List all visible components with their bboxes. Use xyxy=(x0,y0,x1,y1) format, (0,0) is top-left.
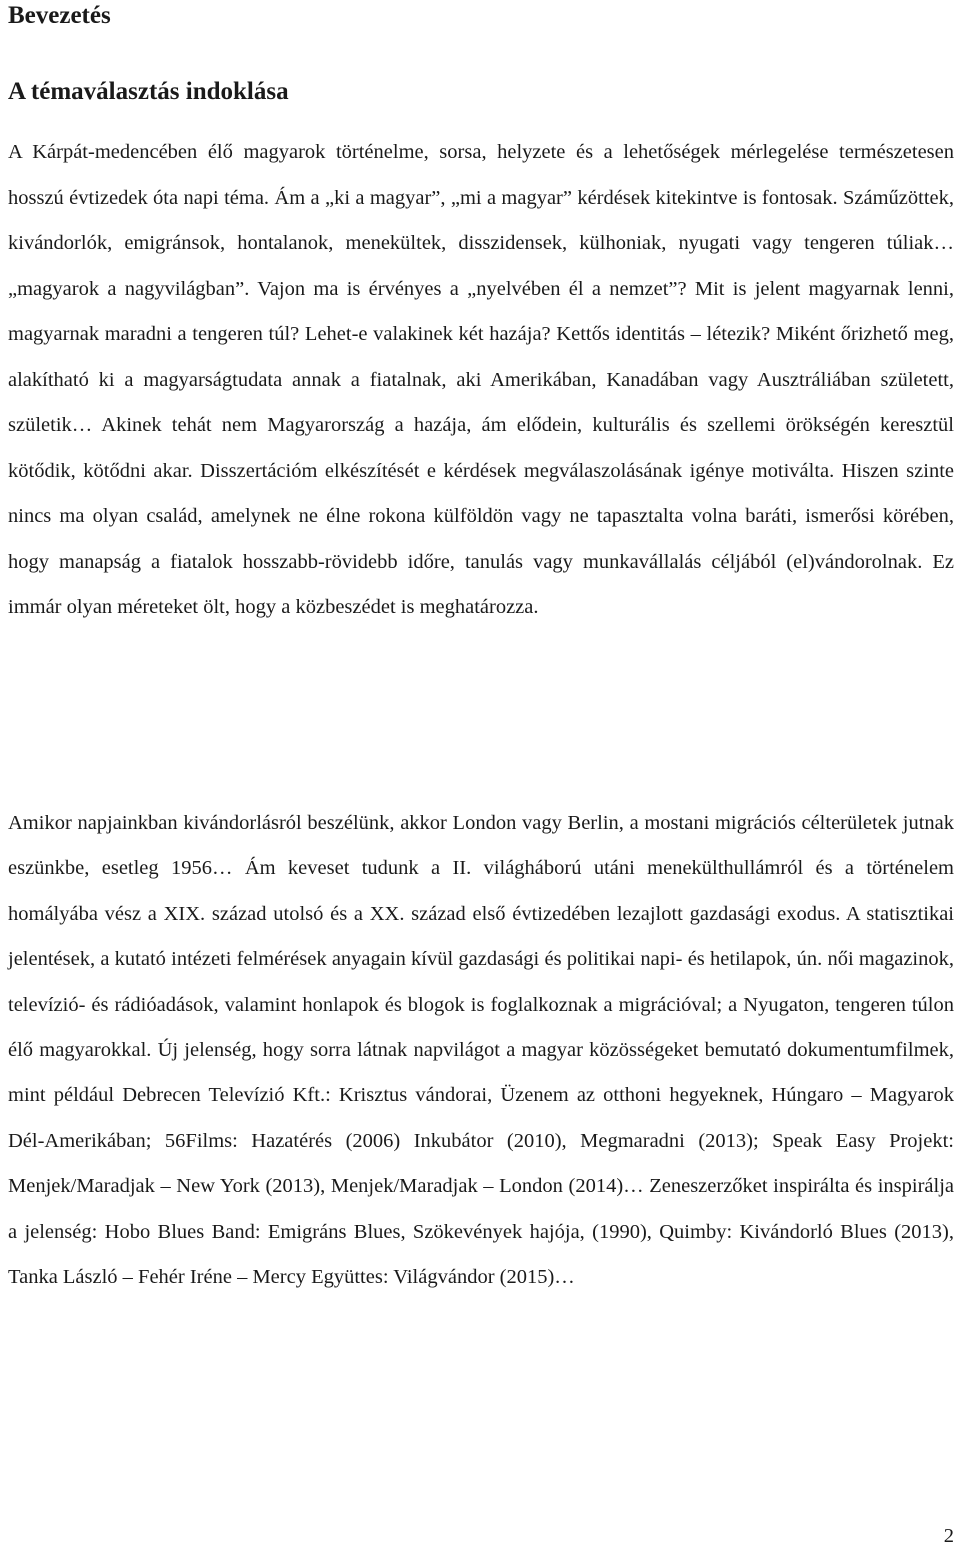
page-number: 2 xyxy=(943,1525,954,1547)
section-heading: A témaválasztás indoklása xyxy=(8,78,289,105)
chapter-heading: Bevezetés xyxy=(8,2,111,29)
body-paragraph: A Kárpát-medencében élő magyarok történelme, sorsa, helyzete és a lehetőségek mérlegelése természetesen hosszú évtizedek óta napi téma. Ám a „ki a magyar”, „mi a magyar” kérdések kitekintve is fontosak. Száműzöttek, kivándorlók, emigránsok, hontalanok, menekültek, disszidensek, külhoniak, nyugati vagy tengeren túliak… „magyarok a nagyvilágban”. Vajon ma is érvényes a „nyelvében él a nemzet”? Mit is jelent magyarnak lenni, magyarnak maradni a tengeren túl? Lehet-e valakinek két hazája? Kettős identitás – létezik? Miként őrizhető meg, alakítható ki a magyarságtudata annak a fiatalnak, aki Amerikában, Kanadában vagy Ausztráliában született, születik… Akinek tehát nem Magyarország a hazája, ám elődein, kulturális és szellemi örökségén keresztül kötődik, kötődni akar. Disszertációm elkészítését e kérdések megválaszolásának igénye motiválta. Hiszen szinte nincs ma olyan család, amelynek ne élne rokona külföldön vagy ne tapasztalta volna baráti, ismerősi körében, hogy manapság a fiatalok hosszabb-rövidebb időre, tanulás vagy munkavállalás céljából (el)vándorolnak. Ez immár olyan méreteket ölt, hogy a közbeszédet is meghatározza. xyxy=(8,141,954,618)
body-paragraph: Amikor napjainkban kivándorlásról beszélünk, akkor London vagy Berlin, a mostani migrációs célterületek jutnak eszünkbe, esetleg 1956… Ám keveset tudunk a II. világháború utáni menekülthullámról és a történelem homályába vész a XIX. század utolsó és a XX. század első évtizedében lezajlott gazdasági exodus. A statisztikai jelentések, a kutató intézeti felmérések anyagain kívül gazdasági és politikai napi- és hetilapok, ún. női magazinok, televízió- és rádióadások, valamint honlapok és blogok is foglalkoznak a migrációval; a Nyugaton, tengeren túlon élő magyarokkal. Új jelenség, hogy sorra látnak napvilágot a magyar közösségeket bemutató dokumentumfilmek, mint például Debrecen Televízió Kft.: Krisztus vándorai, Üzenem az otthoni hegyeknek, Húngaro – Magyarok Dél-Amerikában; 56Films: Hazatérés (2006) Inkubátor (2010), Megmaradni (2013); Speak Easy Projekt: Menjek/Maradjak – New York (2013), Menjek/Maradjak – London (2014)… Zeneszerzőket inspirálta és inspirálja a jelenség: Hobo Blues Band: Emigráns Blues, Szökevények hajója, (1990), Quimby: Kivándorló Blues (2013), Tanka László – Fehér Iréne – Mercy Együttes: Világvándor (2015)… xyxy=(8,812,954,1289)
